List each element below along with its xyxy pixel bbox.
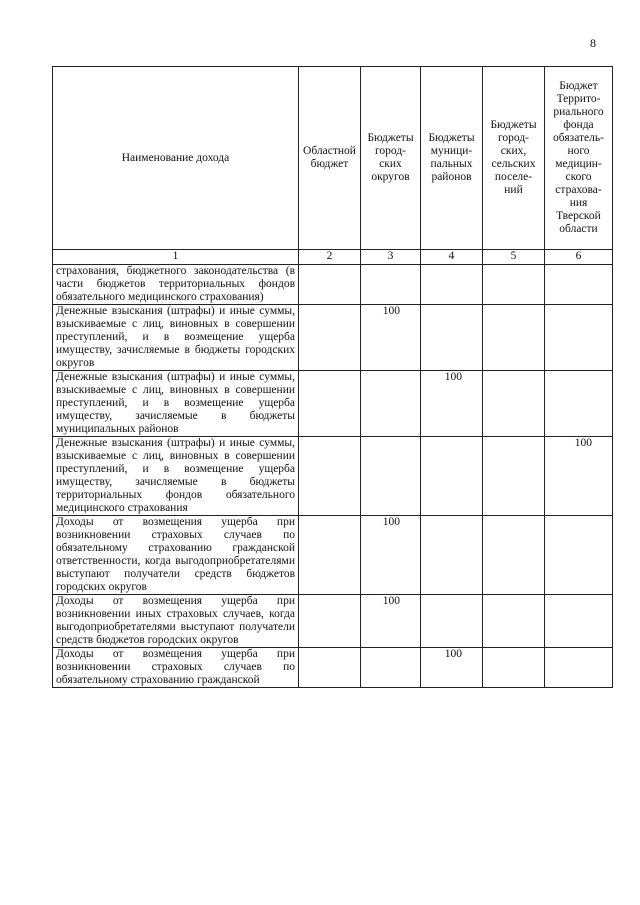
table-row [53, 595, 613, 648]
table-row [53, 265, 613, 305]
value-cell: 100 [421, 371, 483, 437]
revenue-distribution-table [52, 66, 613, 688]
value-cell [299, 595, 361, 648]
value-cell: 100 [421, 648, 483, 688]
revenue-name: страхования, бюджетного законодательства (в части бюджетов территориальных фондов обязательного медицинского страхования) [53, 265, 299, 305]
value-cell [483, 437, 545, 516]
table-row [53, 516, 613, 595]
revenue-name: Денежные взыскания (штрафы) и иные суммы, взыскиваемые с лиц, виновных в совершении преступлений, и в возмещение ущерба имуществу, зачисляемые в бюджеты территориальных фондов обязательного медицинского страхования [53, 437, 299, 516]
value-cell [299, 437, 361, 516]
value-cell [421, 516, 483, 595]
value-cell [421, 265, 483, 305]
value-cell [483, 305, 545, 371]
value-cell [361, 437, 421, 516]
revenue-name: Доходы от возмещения ущерба при возникновении страховых случаев по обязательному страхованию гражданской [53, 648, 299, 688]
revenue-name: Доходы от возмещения ущерба при возникновении иных страховых случаев, когда выгодоприобретателями выступают получатели средств бюджетов городских округов [53, 595, 299, 648]
table-row [53, 371, 613, 437]
col-number: 5 [483, 250, 545, 265]
value-cell: 100 [545, 437, 613, 516]
page-number: 8 [590, 36, 596, 50]
value-cell [545, 516, 613, 595]
value-cell [361, 265, 421, 305]
value-cell [545, 265, 613, 305]
value-cell [483, 595, 545, 648]
col-number: 2 [299, 250, 361, 265]
value-cell: 100 [361, 305, 421, 371]
value-cell [483, 516, 545, 595]
value-cell [299, 648, 361, 688]
value-cell [545, 305, 613, 371]
header-city-districts: Бюджеты город-ских округов [361, 67, 421, 250]
header-settlements: Бюджеты город-ских, сельских поселе-ний [483, 67, 545, 250]
header-municipal-districts: Бюджеты муници-пальных районов [421, 67, 483, 250]
value-cell [299, 371, 361, 437]
value-cell [483, 648, 545, 688]
value-cell [545, 648, 613, 688]
table-row [53, 305, 613, 371]
col-number: 1 [53, 250, 299, 265]
col-number: 3 [361, 250, 421, 265]
header-regional-budget: Областной бюджет [299, 67, 361, 250]
value-cell [483, 265, 545, 305]
table-row [53, 437, 613, 516]
value-cell [545, 595, 613, 648]
revenue-name: Доходы от возмещения ущерба при возникновении страховых случаев по обязательному страхованию гражданской ответственности, когда выгодоприобретателями выступают получатели средств бюджетов городских округов [53, 516, 299, 595]
header-revenue-name: Наименование дохода [53, 67, 299, 250]
value-cell [361, 371, 421, 437]
value-cell [421, 437, 483, 516]
table-row [53, 648, 613, 688]
value-cell: 100 [361, 516, 421, 595]
value-cell [483, 371, 545, 437]
col-number: 4 [421, 250, 483, 265]
value-cell [299, 265, 361, 305]
value-cell [299, 305, 361, 371]
revenue-name: Денежные взыскания (штрафы) и иные суммы, взыскиваемые с лиц, виновных в совершении преступлений, и в возмещение ущерба имуществу, зачисляемые в бюджеты городских округов [53, 305, 299, 371]
revenue-name: Денежные взыскания (штрафы) и иные суммы, взыскиваемые с лиц, виновных в совершении преступлений, и в возмещение ущерба имуществу, зачисляемые в бюджеты муниципальных районов [53, 371, 299, 437]
value-cell: 100 [361, 595, 421, 648]
value-cell [299, 516, 361, 595]
value-cell [421, 595, 483, 648]
value-cell [361, 648, 421, 688]
value-cell [421, 305, 483, 371]
value-cell [545, 371, 613, 437]
col-number: 6 [545, 250, 613, 265]
header-territorial-fund: Бюджет Террито-риального фонда обязатель-ного медицин-ского страхова-ния Тверской области [545, 67, 613, 250]
